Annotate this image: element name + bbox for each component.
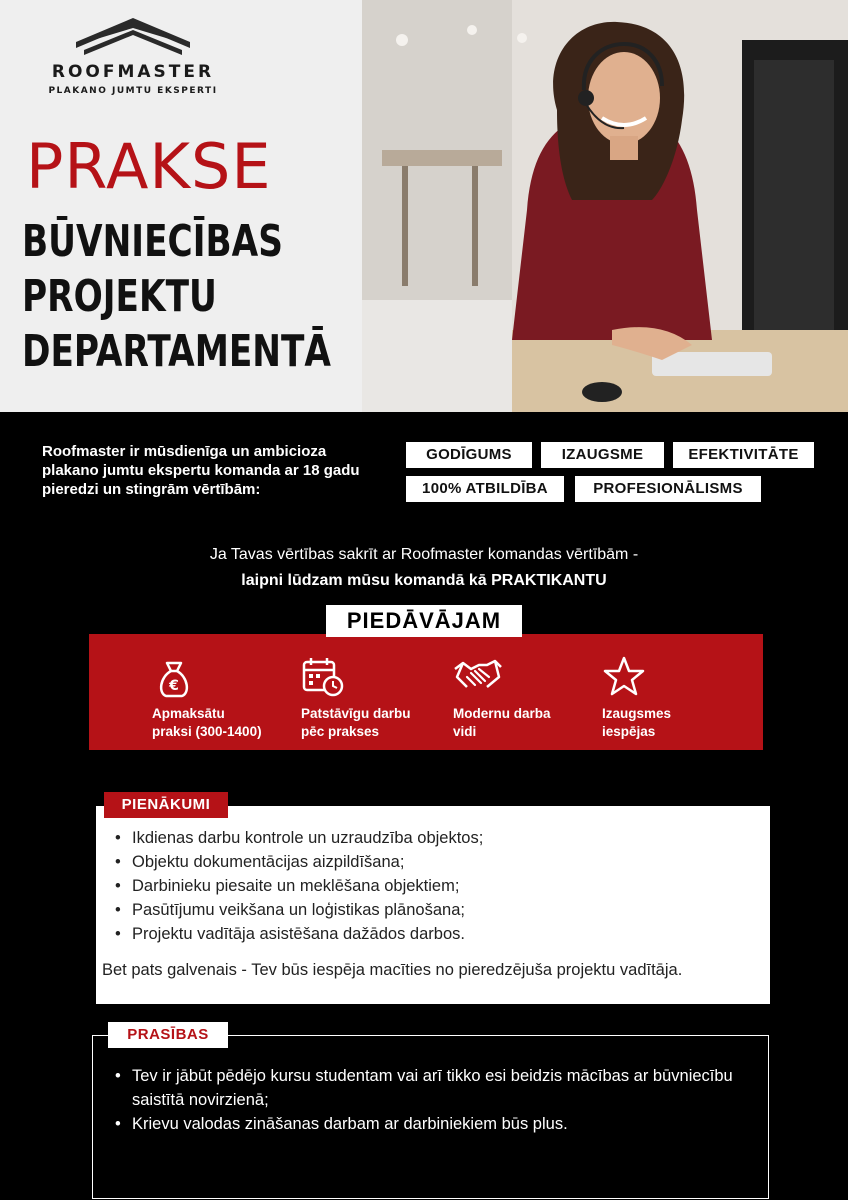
offer-text-1: Modernu darba <box>453 706 551 721</box>
offer-text-2: vidi <box>453 724 477 739</box>
roof-logo-icon <box>74 16 192 56</box>
duties-title: PIENĀKUMI <box>104 792 228 818</box>
list-item: • Krievu valodas zināšanas darbam ar darbiniekiem būs plus. <box>104 1112 754 1136</box>
value-tag: PROFESIONĀLISMS <box>575 476 761 502</box>
offer-item <box>152 655 262 741</box>
value-tag: GODĪGUMS <box>406 442 532 468</box>
offer-text-2: praksi (300-1400) <box>152 724 262 739</box>
headline-line-2: PROJEKTU <box>22 271 217 322</box>
list-item: • Darbinieku piesaite un meklēšana objektiem; <box>104 874 764 898</box>
offer-item <box>602 655 671 741</box>
offer-item <box>301 655 411 741</box>
invite-line-1: Ja Tavas vērtības sakrīt ar Roofmaster komandas vērtībām - <box>209 546 639 563</box>
hero-photo <box>362 0 848 412</box>
offer-item <box>453 655 551 741</box>
offer-text-1: Izaugsmes <box>602 706 672 721</box>
offer-text-2: iespējas <box>602 724 656 739</box>
list-item: • Projektu vadītāja asistēšana dažādos darbos. <box>104 922 764 946</box>
list-item: • Ikdienas darbu kontrole un uzraudzība objektos; <box>104 826 764 850</box>
offer-title: PIEDĀVĀJAM <box>326 605 522 637</box>
list-item: • Pasūtījumu veikšana un loģistikas plānošana; <box>104 898 764 922</box>
brand-name: ROOFMASTER <box>51 62 215 82</box>
logo <box>48 16 218 96</box>
hero-photo-illustration <box>362 0 848 412</box>
list-item: • Tev ir jābūt pēdējo kursu studentam vai arī tikko esi beidzis mācības ar būvniecību saistītā novirzienā; <box>104 1064 754 1112</box>
value-tag: IZAUGSME <box>541 442 664 468</box>
requirements-title: PRASĪBAS <box>108 1022 228 1048</box>
headline-line-3: DEPARTAMENTĀ <box>22 326 331 377</box>
svg-text:€: € <box>169 678 179 694</box>
handshake-icon <box>453 655 503 699</box>
prakse-title: PRAKSE <box>26 130 272 203</box>
company-intro: Roofmaster ir mūsdienīga un ambicioza plakano jumtu ekspertu komanda ar 18 gadu pieredzi un stingrām vērtībām: <box>42 443 360 498</box>
header-section <box>0 0 848 412</box>
offer-text-1: Patstāvīgu darbu <box>301 706 411 721</box>
money-bag-icon <box>152 655 196 699</box>
brand-tagline: PLAKANO JUMTU EKSPERTI <box>48 86 218 96</box>
list-item: • Objektu dokumentācijas aizpildīšana; <box>104 850 764 874</box>
calendar-clock-icon <box>301 655 345 699</box>
star-icon <box>602 655 646 699</box>
duties-list <box>104 826 764 946</box>
duties-note: Bet pats galvenais - Tev būs iespēja macīties no pieredzējuša projektu vadītāja. <box>102 961 683 979</box>
invite-line-2: laipni lūdzam mūsu komandā kā PRAKTIKANTU <box>241 572 607 589</box>
requirements-list <box>104 1064 754 1136</box>
headline-line-1: BŪVNIECĪBAS <box>22 216 283 267</box>
department-headline <box>22 214 331 379</box>
offer-text-2: pēc prakses <box>301 724 380 739</box>
value-tag: EFEKTIVITĀTE <box>673 442 814 468</box>
offer-text-1: Apmaksātu <box>152 706 225 721</box>
value-tag: 100% ATBILDĪBA <box>406 476 564 502</box>
